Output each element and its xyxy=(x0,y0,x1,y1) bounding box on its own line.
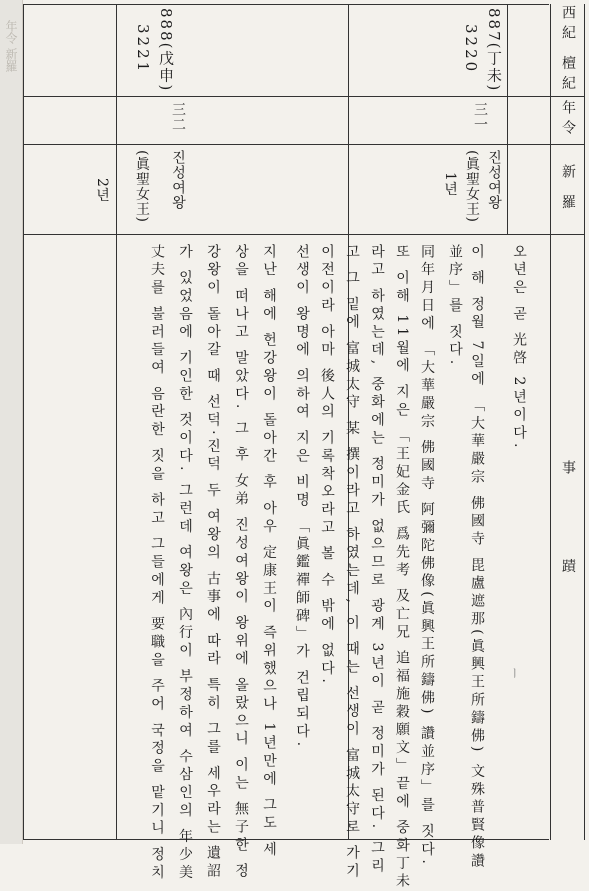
row-separator-2 xyxy=(23,144,550,145)
reign-year: 三二 xyxy=(170,102,186,132)
western-year: 887(丁未) xyxy=(485,8,503,93)
table-top-border xyxy=(23,4,549,5)
table-left-border xyxy=(23,4,24,840)
header-column xyxy=(550,4,585,840)
king-hanja: (眞聖女王) xyxy=(134,150,150,223)
header-western-dangi-label: 西紀 檀紀 xyxy=(560,4,576,96)
event-line: 상을 떠나고 말았다. 그 후 女弟 진성여왕이 왕위에 올랐으니 이는 無子한 정 xyxy=(233,244,249,882)
event-line: 지난 해에 헌강왕이 돌아간 후 아우 定康王이 즉위했으나 1년만에 그도 세 xyxy=(261,244,277,860)
header-silla xyxy=(551,144,585,235)
reign-count: 1년 xyxy=(442,172,458,197)
event-line: 並序」를 짓다. xyxy=(447,244,463,369)
ghost-heading: 年令 新羅 xyxy=(4,20,18,72)
row-separator-1 xyxy=(23,96,550,97)
king-name: 진성여왕 xyxy=(170,150,186,210)
header-era xyxy=(551,96,585,145)
previous-page-edge xyxy=(0,0,23,844)
header-era-label: 年令 xyxy=(560,100,576,140)
event-line: 丈夫를 불러들여 음란한 짓을 하고 그들에게 要職을 주어 국정을 맡기니 정치 xyxy=(149,244,165,883)
header-events xyxy=(551,234,585,839)
king-name: 진성여왕 xyxy=(486,150,502,210)
year-divider-2 xyxy=(116,4,117,840)
reign-year: 三一 xyxy=(472,102,488,132)
inner-divider xyxy=(507,4,508,235)
dangi-year: 3221 xyxy=(134,24,152,75)
margin-mark: ㅣ xyxy=(510,669,520,680)
event-line: 이 해 정월 7일에 「大華嚴宗 佛國寺 毘盧遮那(眞興王所鑄佛) 文殊普賢像讚 xyxy=(469,244,485,871)
header-silla-label: 新 羅 xyxy=(560,163,576,215)
event-line: 강왕이 돌아갈 때 선덕·진덕 두 여왕의 古事에 따라 특히 그를 세우라는 遺詔 xyxy=(205,244,221,882)
event-line: 同年月日에 「大華嚴宗 佛國寺 阿彌陀佛像(眞興王所鑄佛) 讚並序」를 짓다. xyxy=(419,244,435,868)
row-separator-3 xyxy=(23,234,550,235)
event-line: 라고 하였는데, 중화에는 정미가 없으므로 광계 3년이 곧 정미가 된다. 그리 xyxy=(369,244,385,877)
event-line: 오년은 곧 光啓 2년이다. xyxy=(511,244,527,452)
event-line: 이전이라 아마 後人의 기록착오라고 볼 수 밖에 없다. xyxy=(319,244,335,687)
dangi-year: 3220 xyxy=(462,24,480,75)
header-western-dangi xyxy=(551,4,585,97)
king-hanja: (眞聖女王) xyxy=(464,150,480,223)
event-line: 또 이해 11월에 지은 「王妃金氏 爲先考 及亡兄 追福施穀願文」끝에 중화丁未 xyxy=(394,244,410,891)
western-year: 888(戊申) xyxy=(157,8,175,93)
event-line: 선생이 왕명에 의하여 지은 비명 「眞鑑禪師碑」가 건립되다. xyxy=(294,244,310,750)
event-line: 고 그 밑에 富城太守 某 撰이라고 하였는데, 이 때는 선생이 富城太守로 가기 xyxy=(344,244,360,882)
reign-count: 2년 xyxy=(94,178,110,203)
event-line: 가 있었음에 기인한 것이다. 그런데 여왕은 內行이 부정하여 수삼인의 年少美 xyxy=(177,244,193,883)
header-events-label: 事 蹟 xyxy=(560,460,576,613)
